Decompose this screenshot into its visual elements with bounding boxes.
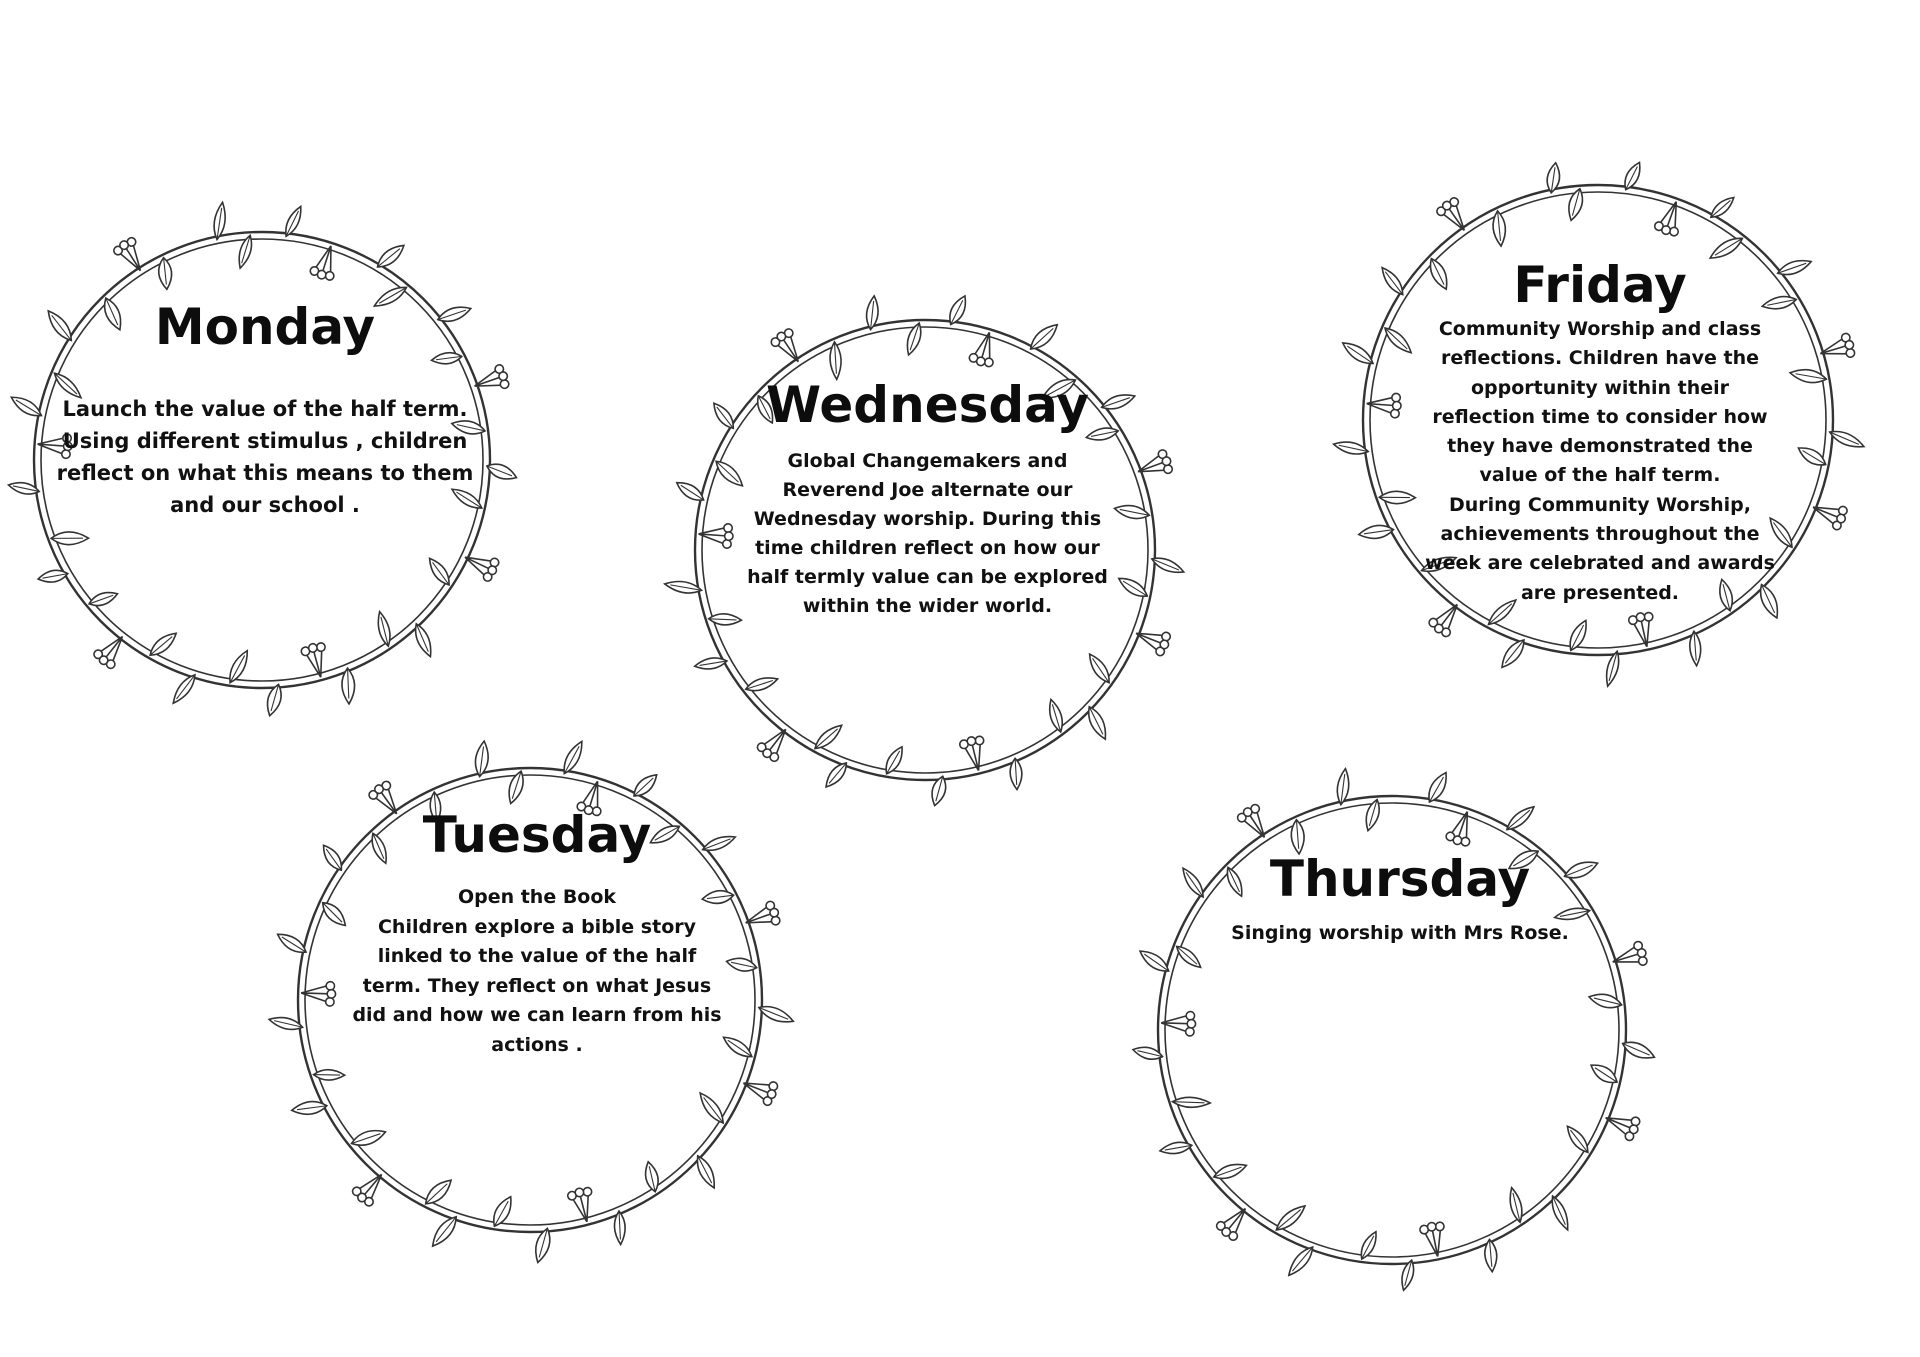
monday-line: reflect on what this means to them (56, 461, 474, 485)
thursday-description (1220, 919, 1580, 948)
monday-line: and our school . (170, 493, 360, 517)
monday-line: Launch the value of the half term. (62, 397, 468, 421)
tuesday-line: actions . (491, 1033, 583, 1056)
monday-title: Monday (154, 298, 376, 356)
friday-line: they have demonstrated the (1447, 435, 1753, 458)
thursday-block (1220, 852, 1580, 948)
tuesday-line: Open the Book (457, 886, 617, 908)
wednesday-line: time children reflect on how our (755, 537, 1100, 559)
friday-title: Friday (1513, 256, 1687, 314)
wednesday-line: Reverend Joe alternate our (782, 479, 1073, 501)
wednesday-line: half termly value can be explored (747, 566, 1108, 588)
friday-description (1420, 315, 1780, 608)
thursday-line: Singing worship with Mrs Rose. (1231, 922, 1569, 944)
tuesday-line: linked to the value of the half (377, 945, 697, 967)
tuesday-line: Children explore a bible story (377, 915, 697, 938)
tuesday-title: Tuesday (422, 806, 652, 864)
thursday-wreath (1132, 768, 1657, 1292)
wednesday-block (745, 378, 1110, 621)
friday-line: During Community Worship, (1448, 493, 1752, 516)
friday-block (1420, 258, 1780, 608)
wednesday-line: Wednesday worship. During this (753, 508, 1102, 530)
friday-line: reflection time to consider how (1432, 405, 1768, 428)
friday-line: value of the half term. (1479, 464, 1721, 487)
friday-line: Community Worship and class (1438, 318, 1762, 340)
monday-line: Using different stimulus , children (62, 429, 468, 453)
monday-description (50, 393, 480, 521)
tuesday-line: did and how we can learn from his (352, 1004, 722, 1026)
friday-line: achievements throughout the (1440, 523, 1760, 546)
wednesday-line: within the wider world. (802, 595, 1053, 617)
thursday-title: Thursday (1269, 850, 1531, 908)
friday-line: opportunity within their (1470, 376, 1730, 399)
tuesday-block (352, 808, 722, 1060)
tuesday-description (352, 883, 722, 1060)
friday-line: are presented. (1520, 581, 1680, 604)
friday-line: reflections. Children have the (1440, 347, 1760, 370)
monday-block (50, 300, 480, 521)
wednesday-description (745, 447, 1110, 621)
tuesday-line: term. They reflect on what Jesus (362, 974, 712, 997)
friday-line: week are celebrated and awards (1425, 552, 1775, 575)
wednesday-title: Wednesday (766, 376, 1089, 434)
wednesday-line: Global Changemakers and (787, 450, 1068, 472)
